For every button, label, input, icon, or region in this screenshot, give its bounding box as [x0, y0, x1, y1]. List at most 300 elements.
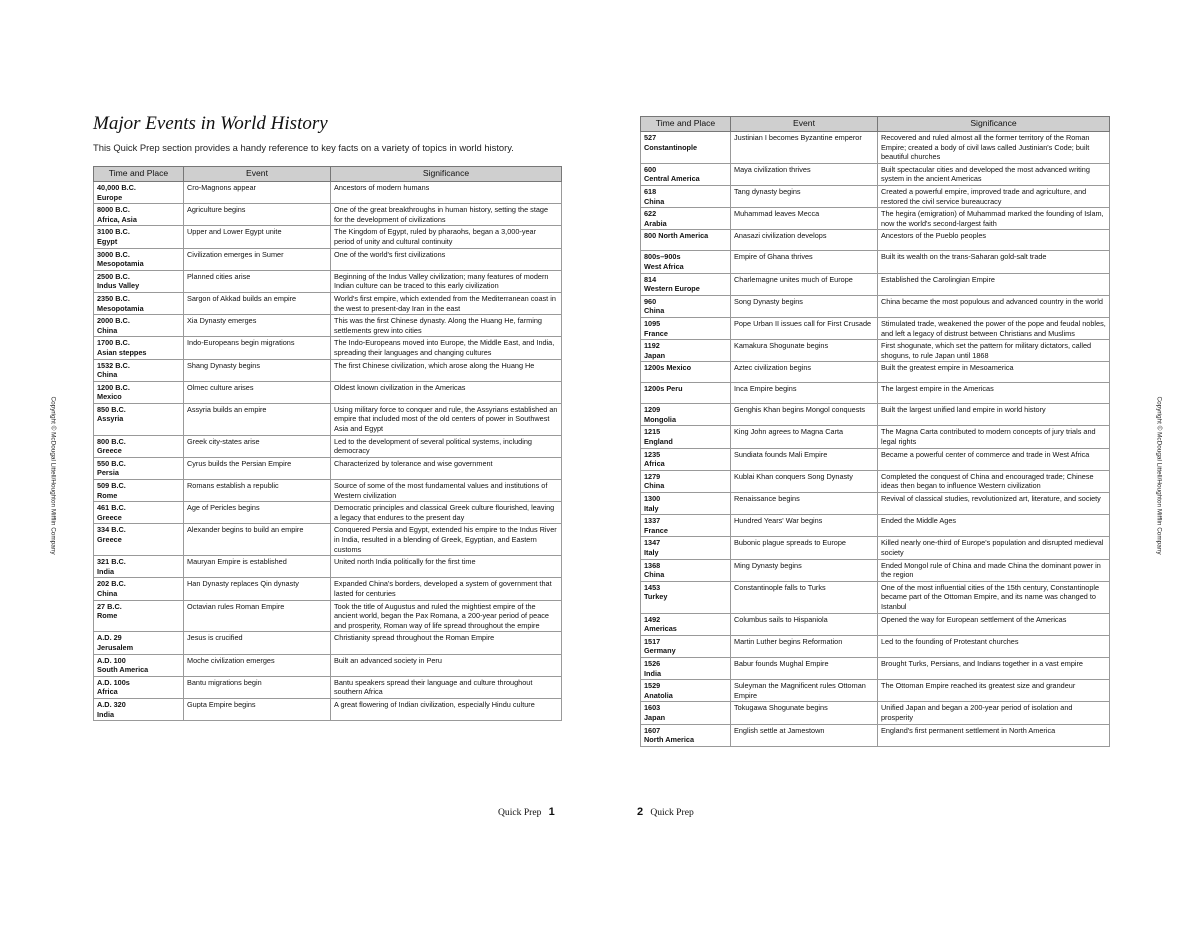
table-row: [641, 724, 1110, 746]
event-time: 1209: [644, 405, 661, 415]
header-significance: Significance: [878, 117, 1110, 132]
significance-cell: Source of some of the most fundamental values and institutions of Western civilization: [331, 480, 562, 502]
significance-cell: World's first empire, which extended from the Mediterranean coast in the west to present-day Iran in the east: [331, 292, 562, 314]
event-place: Mesopotamia: [97, 259, 144, 269]
event-time: 1517: [644, 636, 661, 646]
event-time: 1607: [644, 725, 661, 735]
event-cell: Columbus sails to Hispaniola: [731, 613, 878, 635]
significance-cell: Created a powerful empire, improved trade and agriculture, and restored the civil service bureaucracy: [878, 185, 1110, 207]
event-time: 1200s Peru: [644, 384, 683, 394]
significance-cell: Expanded China's borders, developed a system of government that lasted for centuries: [331, 578, 562, 600]
time-place-cell: [641, 581, 731, 613]
event-cell: Constantinople falls to Turks: [731, 581, 878, 613]
event-time: 3000 B.C.: [97, 249, 130, 259]
event-cell: Hundred Years' War begins: [731, 515, 878, 537]
significance-cell: Revival of classical studies, revolutionized art, literature, and society: [878, 493, 1110, 515]
significance-cell: One of the great breakthroughs in human history, setting the stage for the development of civilizations: [331, 204, 562, 226]
event-time: 1347: [644, 538, 661, 548]
time-place-cell: [94, 248, 184, 270]
event-time: 27 B.C.: [97, 601, 122, 611]
event-time: 3100 B.C.: [97, 227, 130, 237]
event-time: 800 B.C.: [97, 436, 126, 446]
event-cell: Jesus is crucified: [184, 632, 331, 654]
table-row: [641, 185, 1110, 207]
table-row: [641, 383, 1110, 404]
table-row: [641, 702, 1110, 724]
event-place: China: [644, 570, 665, 580]
table-row: [94, 556, 562, 578]
time-place-cell: [94, 315, 184, 337]
event-cell: Charlemagne unites much of Europe: [731, 273, 878, 295]
significance-cell: Built the greatest empire in Mesoamerica: [878, 362, 1110, 383]
significance-cell: Built its wealth on the trans-Saharan gold-salt trade: [878, 251, 1110, 273]
time-place-cell: [641, 273, 731, 295]
event-cell: Inca Empire begins: [731, 383, 878, 404]
table-row: [94, 435, 562, 457]
event-place: India: [97, 709, 115, 719]
table-header-row: [94, 167, 562, 182]
event-place: China: [644, 196, 665, 206]
table-row: [641, 657, 1110, 679]
folio-label: Quick Prep: [650, 807, 694, 818]
table-row: [641, 426, 1110, 448]
table-row: [641, 537, 1110, 559]
time-place-cell: [641, 702, 731, 724]
event-time: 334 B.C.: [97, 525, 126, 535]
significance-cell: Took the title of Augustus and ruled the mightiest empire of the ancient world, began the Pax Romana, a 200-year period of peace and prosperity, Roman way of life spread throughout the empire: [331, 600, 562, 632]
events-table-left: [93, 166, 562, 721]
page-title: Major Events in World History: [93, 113, 328, 134]
event-place: Constantinople: [644, 142, 698, 152]
events-table-right: [640, 116, 1110, 747]
event-place: Greece: [97, 535, 122, 544]
event-time: 800 North America: [644, 231, 709, 241]
time-place-cell: [94, 457, 184, 479]
event-time: 1279: [644, 471, 661, 481]
event-time: A.D. 100: [97, 655, 126, 665]
event-cell: Pope Urban II issues call for First Crusade: [731, 317, 878, 339]
significance-cell: Ended Mongol rule of China and made China the dominant power in the region: [878, 559, 1110, 581]
event-cell: Sargon of Akkad builds an empire: [184, 292, 331, 314]
table-row: [641, 208, 1110, 230]
table-row: [641, 295, 1110, 317]
event-time: 1215: [644, 427, 661, 437]
event-time: 850 B.C.: [97, 404, 126, 414]
event-cell: Anasazi civilization develops: [731, 230, 878, 251]
event-cell: Age of Pericles begins: [184, 502, 331, 524]
event-time: 600: [644, 164, 657, 174]
significance-cell: The Magna Carta contributed to modern concepts of jury trials and legal rights: [878, 426, 1110, 448]
time-place-cell: [94, 524, 184, 556]
time-place-cell: [94, 698, 184, 720]
time-place-cell: [641, 613, 731, 635]
table-row: [641, 132, 1110, 164]
event-place: China: [644, 481, 665, 491]
significance-cell: The Indo-Europeans moved into Europe, the Middle East, and India, spreading their languages and changing cultures: [331, 337, 562, 359]
event-time: 8000 B.C.: [97, 205, 130, 215]
significance-cell: United north India politically for the first time: [331, 556, 562, 578]
event-place: Rome: [97, 611, 118, 621]
time-place-cell: [94, 381, 184, 403]
event-place: India: [97, 566, 115, 576]
significance-cell: Opened the way for European settlement of the Americas: [878, 613, 1110, 635]
event-place: Anatolia: [644, 690, 673, 700]
event-time: 1200 B.C.: [97, 382, 130, 392]
significance-cell: Oldest known civilization in the Americas: [331, 381, 562, 403]
copyright-note: Copyright © McDougal Littell/Houghton Mifflin Company: [1155, 396, 1163, 555]
significance-cell: The hegira (emigration) of Muhammad marked the founding of Islam, now the world's second-largest faith: [878, 208, 1110, 230]
table-row: [94, 226, 562, 248]
event-time: 1368: [644, 560, 661, 570]
table-row: [94, 457, 562, 479]
table-row: [94, 600, 562, 632]
time-place-cell: [94, 359, 184, 381]
event-cell: Assyria builds an empire: [184, 403, 331, 435]
event-cell: Shang Dynasty begins: [184, 359, 331, 381]
event-cell: Tang dynasty begins: [731, 185, 878, 207]
time-place-cell: [94, 292, 184, 314]
table-row: [641, 613, 1110, 635]
folio-number: 1: [548, 806, 555, 818]
event-time: 1300: [644, 494, 661, 504]
table-row: [641, 163, 1110, 185]
event-cell: Romans establish a republic: [184, 480, 331, 502]
significance-cell: Recovered and ruled almost all the former territory of the Roman Empire; created a body of civil laws called Justinian's Code; built beautiful churches: [878, 132, 1110, 164]
event-time: 814: [644, 274, 657, 284]
table-row: [641, 340, 1110, 362]
event-cell: Bubonic plague spreads to Europe: [731, 537, 878, 559]
event-cell: Olmec culture arises: [184, 381, 331, 403]
event-time: 1453: [644, 582, 661, 592]
table-row: [641, 448, 1110, 470]
event-place: China: [644, 306, 665, 316]
event-place: Americas: [644, 624, 677, 634]
event-cell: Kamakura Shogunate begins: [731, 340, 878, 362]
event-place: Persia: [97, 468, 119, 478]
significance-cell: Became a powerful center of commerce and trade in West Africa: [878, 448, 1110, 470]
table-row: [641, 559, 1110, 581]
time-place-cell: [641, 383, 731, 404]
time-place-cell: [94, 270, 184, 292]
time-place-cell: [94, 654, 184, 676]
event-cell: Alexander begins to build an empire: [184, 524, 331, 556]
significance-cell: The Ottoman Empire reached its greatest size and grandeur: [878, 680, 1110, 702]
table-row: [94, 480, 562, 502]
event-place: Greece: [97, 446, 122, 456]
event-cell: King John agrees to Magna Carta: [731, 426, 878, 448]
event-cell: Aztec civilization begins: [731, 362, 878, 383]
event-place: Europe: [97, 192, 123, 202]
event-place: France: [644, 525, 668, 535]
header-significance: Significance: [331, 167, 562, 182]
event-place: Indus Valley: [97, 281, 140, 291]
significance-cell: Established the Carolingian Empire: [878, 273, 1110, 295]
event-cell: Martin Luther begins Reformation: [731, 635, 878, 657]
event-time: 800s–900s: [644, 252, 681, 262]
table-row: [641, 635, 1110, 657]
time-place-cell: [641, 340, 731, 362]
time-place-cell: [641, 404, 731, 426]
significance-cell: Conquered Persia and Egypt, extended his empire to the Indus River in India, resulted in a blending of Greek, Egyptian, and Eastern customs: [331, 524, 562, 556]
time-place-cell: [641, 251, 731, 273]
table-row: [94, 182, 562, 204]
event-time: 1200s Mexico: [644, 363, 692, 373]
significance-cell: This was the first Chinese dynasty. Along the Huang He, farming settlements grew into cities: [331, 315, 562, 337]
event-cell: Tokugawa Shogunate begins: [731, 702, 878, 724]
event-time: 1529: [644, 681, 661, 691]
time-place-cell: [641, 185, 731, 207]
time-place-cell: [641, 724, 731, 746]
significance-cell: First shogunate, which set the pattern for military dictators, called shoguns, to rule Japan until 1868: [878, 340, 1110, 362]
time-place-cell: [641, 470, 731, 492]
event-cell: Justinian I becomes Byzantine emperor: [731, 132, 878, 164]
significance-cell: Ancestors of the Pueblo peoples: [878, 230, 1110, 251]
event-cell: Maya civilization thrives: [731, 163, 878, 185]
intro-text: This Quick Prep section provides a handy reference to key facts on a variety of topics in world history.: [93, 142, 514, 153]
time-place-cell: [94, 435, 184, 457]
time-place-cell: [94, 480, 184, 502]
event-cell: Planned cities arise: [184, 270, 331, 292]
event-time: 1337: [644, 516, 661, 526]
time-place-cell: [641, 559, 731, 581]
significance-cell: Christianity spread throughout the Roman Empire: [331, 632, 562, 654]
table-row: [641, 230, 1110, 251]
time-place-cell: [94, 226, 184, 248]
time-place-cell: [641, 317, 731, 339]
event-time: 1095: [644, 318, 661, 328]
significance-cell: The Kingdom of Egypt, ruled by pharaohs, began a 3,000-year period of unity and cultural continuity: [331, 226, 562, 248]
event-place: Greece: [97, 512, 122, 522]
event-cell: Kublai Khan conquers Song Dynasty: [731, 470, 878, 492]
event-cell: Han Dynasty replaces Qin dynasty: [184, 578, 331, 600]
event-cell: Agriculture begins: [184, 204, 331, 226]
significance-cell: China became the most populous and advanced country in the world: [878, 295, 1110, 317]
significance-cell: Led to the development of several political systems, including democracy: [331, 435, 562, 457]
significance-cell: Bantu speakers spread their language and culture throughout southern Africa: [331, 676, 562, 698]
time-place-cell: [641, 635, 731, 657]
time-place-cell: [641, 132, 731, 164]
time-place-cell: [641, 163, 731, 185]
table-header-row: [641, 117, 1110, 132]
time-place-cell: [641, 230, 731, 251]
event-place: Jerusalem: [97, 642, 134, 652]
folio: [498, 806, 555, 818]
time-place-cell: [641, 680, 731, 702]
event-cell: Gupta Empire begins: [184, 698, 331, 720]
significance-cell: Led to the founding of Protestant churches: [878, 635, 1110, 657]
event-time: A.D. 100s: [97, 677, 130, 687]
event-cell: Bantu migrations begin: [184, 676, 331, 698]
event-cell: Indo-Europeans begin migrations: [184, 337, 331, 359]
significance-cell: Built the largest unified land empire in world history: [878, 404, 1110, 426]
table-row: [641, 515, 1110, 537]
significance-cell: Stimulated trade, weakened the power of the pope and feudal nobles, and left a legacy of distrust between Christians and Muslims: [878, 317, 1110, 339]
folio: [637, 806, 694, 818]
event-cell: Cyrus builds the Persian Empire: [184, 457, 331, 479]
table-row: [641, 493, 1110, 515]
significance-cell: One of the most influential cities of the 15th century, Constantinople became part of the Ottoman Empire, and its name was changed to Istanbul: [878, 581, 1110, 613]
significance-cell: One of the world's first civilizations: [331, 248, 562, 270]
event-place: Italy: [644, 548, 659, 557]
time-place-cell: [94, 632, 184, 654]
event-place: China: [97, 325, 118, 335]
copyright-note: Copyright © McDougal Littell/Houghton Mifflin Company: [49, 396, 57, 555]
significance-cell: Unified Japan and began a 200-year period of isolation and prosperity: [878, 702, 1110, 724]
event-place: Assyria: [97, 414, 124, 424]
time-place-cell: [641, 295, 731, 317]
event-place: Asian steppes: [97, 347, 147, 357]
table-row: [641, 680, 1110, 702]
event-cell: Civilization emerges in Sumer: [184, 248, 331, 270]
table-row: [641, 273, 1110, 295]
table-row: [94, 654, 562, 676]
event-cell: Octavian rules Roman Empire: [184, 600, 331, 632]
time-place-cell: [94, 556, 184, 578]
table-row: [94, 403, 562, 435]
event-time: 2350 B.C.: [97, 293, 130, 303]
significance-cell: The first Chinese civilization, which arose along the Huang He: [331, 359, 562, 381]
event-time: 202 B.C.: [97, 579, 126, 589]
event-place: Germany: [644, 646, 676, 656]
time-place-cell: [94, 600, 184, 632]
right-page: [600, 0, 1200, 927]
events-table-body: [641, 132, 1110, 747]
table-row: [94, 381, 562, 403]
time-place-cell: [94, 403, 184, 435]
event-cell: Renaissance begins: [731, 493, 878, 515]
header-time-place: Time and Place: [641, 117, 731, 132]
event-time: 622: [644, 209, 657, 219]
event-time: 2500 B.C.: [97, 271, 130, 281]
event-time: 960: [644, 296, 657, 306]
event-time: 1700 B.C.: [97, 338, 130, 348]
table-row: [641, 581, 1110, 613]
table-row: [641, 251, 1110, 273]
header-event: Event: [731, 117, 878, 132]
time-place-cell: [94, 204, 184, 226]
event-place: China: [97, 370, 118, 380]
significance-cell: Democratic principles and classical Greek culture flourished, leaving a legacy that endures to the present day: [331, 502, 562, 524]
table-row: [94, 698, 562, 720]
table-row: [94, 204, 562, 226]
event-cell: English settle at Jamestown: [731, 724, 878, 746]
significance-cell: Beginning of the Indus Valley civilization; many features of modern Indian culture can be traced to this early civilization: [331, 270, 562, 292]
event-place: Arabia: [644, 218, 667, 228]
event-cell: Genghis Khan begins Mongol conquests: [731, 404, 878, 426]
event-place: Central America: [644, 174, 700, 184]
time-place-cell: [94, 676, 184, 698]
event-cell: Greek city-states arise: [184, 435, 331, 457]
table-row: [641, 362, 1110, 383]
table-row: [94, 337, 562, 359]
significance-cell: England's first permanent settlement in North America: [878, 724, 1110, 746]
table-row: [641, 317, 1110, 339]
table-row: [641, 404, 1110, 426]
time-place-cell: [641, 426, 731, 448]
event-time: 40,000 B.C.: [97, 183, 136, 192]
event-place: Mexico: [97, 392, 122, 402]
significance-cell: Ancestors of modern humans: [331, 182, 562, 204]
significance-cell: Characterized by tolerance and wise government: [331, 457, 562, 479]
event-cell: Muhammad leaves Mecca: [731, 208, 878, 230]
time-place-cell: [641, 362, 731, 383]
event-time: A.D. 320: [97, 699, 126, 709]
event-cell: Upper and Lower Egypt unite: [184, 226, 331, 248]
table-row: [94, 502, 562, 524]
event-time: 2000 B.C.: [97, 316, 130, 326]
event-time: 1192: [644, 341, 660, 351]
event-time: 1235: [644, 449, 661, 459]
event-place: Japan: [644, 712, 666, 722]
event-time: 509 B.C.: [97, 481, 126, 491]
event-time: 461 B.C.: [97, 503, 126, 513]
event-cell: Mauryan Empire is established: [184, 556, 331, 578]
event-place: Rome: [97, 490, 118, 500]
event-time: A.D. 29: [97, 633, 122, 643]
table-row: [94, 676, 562, 698]
event-place: Italy: [644, 503, 659, 513]
event-place: Egypt: [97, 236, 118, 246]
event-cell: Cro-Magnons appear: [184, 182, 331, 204]
event-place: North America: [644, 735, 695, 745]
time-place-cell: [641, 208, 731, 230]
event-place: England: [644, 437, 673, 447]
event-cell: Song Dynasty begins: [731, 295, 878, 317]
event-time: 618: [644, 186, 657, 196]
time-place-cell: [641, 537, 731, 559]
event-place: South America: [97, 665, 149, 675]
event-cell: Ming Dynasty begins: [731, 559, 878, 581]
event-place: Africa: [97, 687, 118, 697]
header-event: Event: [184, 167, 331, 182]
table-row: [94, 578, 562, 600]
event-cell: Empire of Ghana thrives: [731, 251, 878, 273]
folio-number: 2: [637, 806, 644, 818]
event-place: Mongolia: [644, 414, 677, 424]
table-row: [94, 248, 562, 270]
event-time: 1532 B.C.: [97, 360, 130, 370]
significance-cell: Using military force to conquer and rule, the Assyrians established an empire that included most of the old centers of power in Southwest Asia and Egypt: [331, 403, 562, 435]
table-row: [94, 632, 562, 654]
event-cell: Babur founds Mughal Empire: [731, 657, 878, 679]
significance-cell: Ended the Middle Ages: [878, 515, 1110, 537]
event-time: 1492: [644, 614, 661, 624]
event-time: 321 B.C.: [97, 557, 126, 567]
significance-cell: The largest empire in the Americas: [878, 383, 1110, 404]
significance-cell: Completed the conquest of China and encouraged trade; Chinese ideas then began to influence Western civilization: [878, 470, 1110, 492]
folio-label: Quick Prep: [498, 807, 542, 818]
table-row: [94, 524, 562, 556]
time-place-cell: [641, 657, 731, 679]
time-place-cell: [94, 502, 184, 524]
time-place-cell: [94, 578, 184, 600]
events-table-body: [94, 182, 562, 721]
table-row: [94, 270, 562, 292]
significance-cell: Killed nearly one-third of Europe's population and disrupted medieval society: [878, 537, 1110, 559]
table-row: [94, 292, 562, 314]
event-place: Africa: [644, 459, 665, 469]
table-row: [641, 470, 1110, 492]
event-time: 527: [644, 133, 657, 142]
event-time: 550 B.C.: [97, 458, 126, 468]
significance-cell: A great flowering of Indian civilization, especially Hindu culture: [331, 698, 562, 720]
event-place: China: [97, 588, 118, 598]
event-cell: Suleyman the Magnificent rules Ottoman Empire: [731, 680, 878, 702]
event-time: 1603: [644, 703, 661, 713]
event-cell: Xia Dynasty emerges: [184, 315, 331, 337]
time-place-cell: [94, 337, 184, 359]
event-place: India: [644, 668, 662, 678]
